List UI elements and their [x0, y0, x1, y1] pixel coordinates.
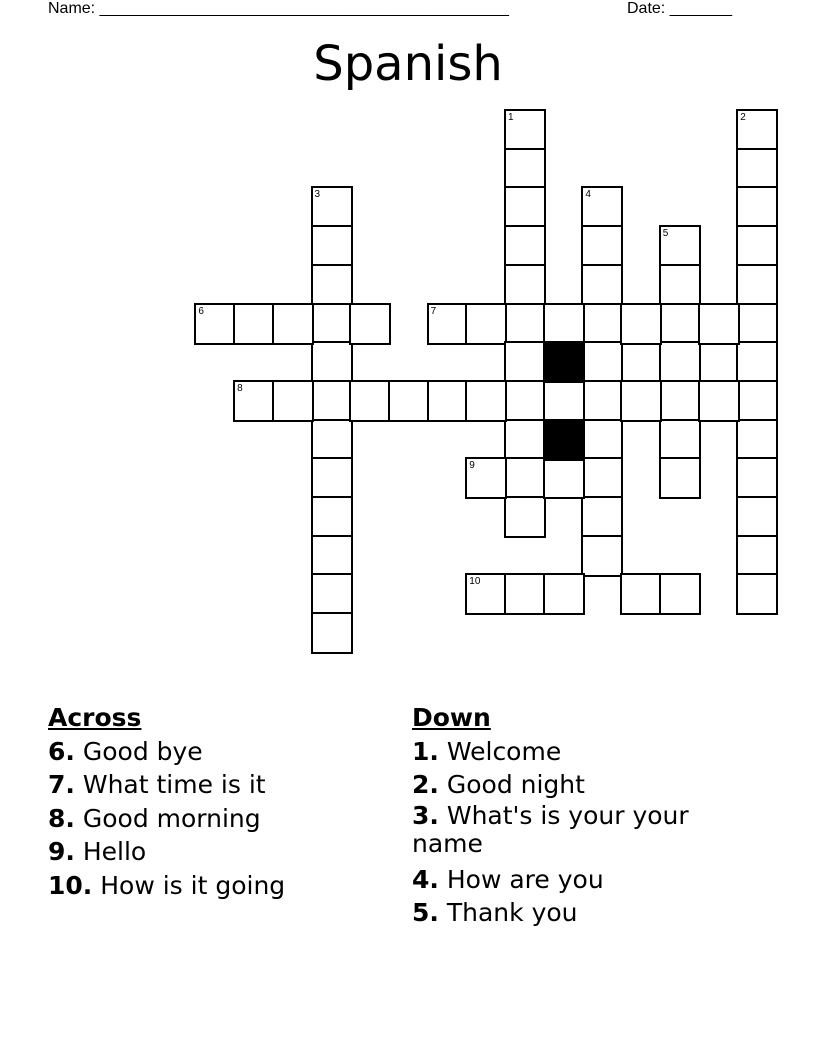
clue-text: Good night — [446, 770, 585, 799]
grid-cell[interactable] — [620, 573, 662, 615]
clue-text: Hello — [82, 837, 147, 866]
grid-cell[interactable] — [659, 573, 701, 615]
grid-cell[interactable] — [581, 341, 623, 383]
grid-cell[interactable] — [581, 496, 623, 538]
black-cell — [543, 419, 585, 461]
grid-cell[interactable] — [543, 457, 585, 499]
across-clues — [48, 701, 368, 902]
black-cell — [543, 341, 585, 383]
grid-cell[interactable] — [194, 303, 236, 345]
grid-cell[interactable] — [349, 303, 391, 345]
grid-cell[interactable] — [504, 109, 546, 151]
grid-cell[interactable] — [659, 380, 701, 422]
grid-cell[interactable] — [736, 186, 778, 228]
grid-cell[interactable] — [659, 264, 701, 306]
grid-cell[interactable] — [581, 380, 623, 422]
clue-text: Thank you — [446, 898, 578, 927]
grid-cell[interactable] — [465, 457, 507, 499]
grid-cell[interactable] — [581, 186, 623, 228]
clue-number: 9. — [48, 837, 75, 866]
date-field-label[interactable]: Date: _______ — [627, 0, 732, 17]
grid-cell[interactable] — [736, 419, 778, 461]
grid-cell[interactable] — [311, 573, 353, 615]
grid-cell[interactable] — [504, 186, 546, 228]
clue-text: How is it going — [100, 870, 286, 900]
grid-cell[interactable] — [311, 496, 353, 538]
clue-across-8 — [48, 802, 368, 836]
grid-cell[interactable] — [233, 303, 275, 345]
grid-cell[interactable] — [736, 148, 778, 190]
grid-cell[interactable] — [659, 457, 701, 499]
grid-cell[interactable] — [736, 457, 778, 499]
across-heading: Across — [48, 703, 142, 732]
clue-down-2 — [412, 768, 712, 802]
grid-cell[interactable] — [504, 303, 546, 345]
clue-text: Good bye — [82, 736, 203, 766]
grid-cell[interactable] — [349, 380, 391, 422]
clue-number: 10. — [48, 870, 93, 900]
puzzle-title: Spanish — [313, 36, 503, 92]
clue-number: 7. — [48, 770, 75, 799]
name-field-label[interactable]: Name: ______________________________________________ — [48, 0, 509, 17]
clue-number: 2. — [412, 770, 439, 799]
grid-cell[interactable] — [311, 612, 353, 654]
clue-number: 5. — [412, 898, 439, 927]
grid-cell[interactable] — [581, 419, 623, 461]
grid-cell[interactable] — [504, 225, 546, 267]
clue-across-6 — [48, 735, 368, 769]
grid-cell[interactable] — [659, 419, 701, 461]
grid-cell[interactable] — [659, 303, 701, 345]
cell-number: 2 — [740, 112, 746, 123]
clue-down-4 — [412, 863, 712, 897]
cell-number: 6 — [198, 305, 204, 317]
clue-text: What time is it — [82, 770, 266, 799]
grid-cell[interactable] — [311, 186, 353, 228]
clue-text: How are you — [446, 864, 604, 894]
grid-cell[interactable] — [427, 303, 469, 345]
grid-cell[interactable] — [659, 341, 701, 383]
clue-number: 3. — [412, 800, 439, 830]
cell-number: 1 — [508, 112, 514, 123]
cell-number: 7 — [430, 305, 437, 317]
grid-cell[interactable] — [504, 264, 546, 306]
grid-cell[interactable] — [736, 380, 778, 422]
clue-across-9 — [48, 835, 368, 869]
grid-cell[interactable] — [272, 380, 314, 422]
grid-cell[interactable] — [311, 457, 353, 499]
grid-cell[interactable] — [504, 380, 546, 422]
grid-cell[interactable] — [504, 341, 546, 383]
clue-text: What's is your your name — [412, 800, 689, 858]
down-clues — [412, 701, 712, 930]
grid-cell[interactable] — [736, 303, 778, 345]
cell-number: 3 — [314, 189, 321, 201]
cell-number: 5 — [662, 228, 669, 240]
grid-cell[interactable] — [311, 419, 353, 461]
clue-text: Welcome — [446, 736, 562, 766]
grid-cell[interactable] — [581, 264, 623, 306]
grid-cell[interactable] — [311, 535, 353, 577]
grid-cell[interactable] — [581, 457, 623, 499]
grid-cell[interactable] — [620, 303, 662, 345]
grid-cell[interactable] — [736, 225, 778, 267]
grid-cell[interactable] — [736, 341, 778, 383]
grid-cell[interactable] — [311, 225, 353, 267]
grid-cell[interactable] — [465, 573, 507, 615]
grid-cell[interactable] — [504, 573, 546, 615]
cell-number: 10 — [469, 576, 481, 588]
grid-cell[interactable] — [736, 109, 778, 151]
grid-cell[interactable] — [504, 148, 546, 190]
grid-cell[interactable] — [465, 303, 507, 345]
grid-cell[interactable] — [543, 303, 585, 345]
grid-cell[interactable] — [427, 380, 469, 422]
grid-cell[interactable] — [698, 380, 740, 422]
grid-cell[interactable] — [504, 496, 546, 538]
clue-down-3 — [412, 802, 712, 858]
clue-down-5 — [412, 896, 712, 930]
grid-cell[interactable] — [543, 573, 585, 615]
grid-cell[interactable] — [311, 341, 353, 383]
grid-cell[interactable] — [504, 419, 546, 461]
clue-number: 6. — [48, 736, 75, 766]
cell-number: 9 — [469, 460, 475, 472]
grid-cell[interactable] — [465, 380, 507, 422]
grid-cell[interactable] — [620, 380, 662, 422]
grid-cell[interactable] — [659, 225, 701, 267]
header-row — [48, 0, 748, 20]
grid-cell[interactable] — [543, 380, 585, 422]
clue-down-1 — [412, 735, 712, 769]
grid-cell[interactable] — [736, 535, 778, 577]
grid-cell[interactable] — [504, 457, 546, 499]
grid-cell[interactable] — [736, 264, 778, 306]
grid-cell[interactable] — [581, 535, 623, 577]
grid-cell[interactable] — [311, 264, 353, 306]
down-heading: Down — [412, 703, 491, 732]
grid-cell[interactable] — [311, 380, 353, 422]
grid-cell[interactable] — [581, 225, 623, 267]
grid-cell[interactable] — [311, 303, 353, 345]
clue-number: 8. — [48, 803, 75, 833]
cell-number: 8 — [237, 382, 243, 394]
clue-text: Good morning — [82, 803, 261, 833]
grid-cell[interactable] — [736, 496, 778, 538]
grid-cell[interactable] — [698, 303, 740, 345]
grid-cell[interactable] — [388, 380, 430, 422]
clue-across-10 — [48, 869, 368, 903]
clue-number: 4. — [412, 864, 439, 894]
cell-number: 4 — [585, 189, 591, 201]
grid-cell[interactable] — [233, 380, 275, 422]
grid-cell[interactable] — [581, 303, 623, 345]
clue-across-7 — [48, 768, 368, 802]
clue-number: 1. — [412, 736, 439, 766]
grid-cell[interactable] — [736, 573, 778, 615]
grid-cell[interactable] — [272, 303, 314, 345]
